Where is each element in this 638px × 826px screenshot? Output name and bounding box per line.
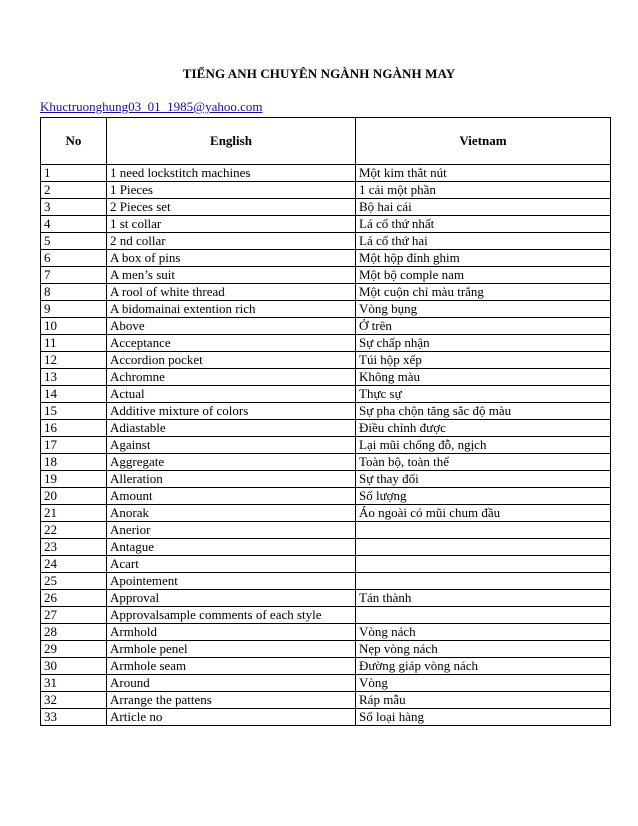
cell-vietnam: Nẹp vòng nách [356,641,611,658]
cell-no: 11 [41,335,107,352]
cell-vietnam: Áo ngoài có mũi chum đầu [356,505,611,522]
cell-vietnam: Vòng nách [356,624,611,641]
cell-vietnam: Sự thay đổi [356,471,611,488]
cell-no: 33 [41,709,107,726]
cell-no: 32 [41,692,107,709]
cell-no: 27 [41,607,107,624]
cell-no: 14 [41,386,107,403]
table-row [41,233,611,250]
table-row [41,182,611,199]
cell-no: 1 [41,165,107,182]
column-header-english: English [107,118,356,165]
cell-vietnam: Bộ hai cái [356,199,611,216]
cell-vietnam [356,573,611,590]
cell-english: Article no [107,709,356,726]
table-row [41,675,611,692]
cell-no: 2 [41,182,107,199]
cell-english: 2 Pieces set [107,199,356,216]
table-row [41,437,611,454]
cell-vietnam: Số loại hàng [356,709,611,726]
cell-no: 7 [41,267,107,284]
cell-english: Against [107,437,356,454]
cell-no: 25 [41,573,107,590]
table-row [41,522,611,539]
cell-no: 23 [41,539,107,556]
table-row [41,267,611,284]
cell-vietnam [356,539,611,556]
cell-no: 20 [41,488,107,505]
cell-english: Amount [107,488,356,505]
cell-english: Alleration [107,471,356,488]
cell-english: Actual [107,386,356,403]
table-row [41,709,611,726]
table-row [41,284,611,301]
table-row [41,556,611,573]
table-row [41,624,611,641]
table-row [41,216,611,233]
cell-vietnam: Số lượng [356,488,611,505]
table-row [41,641,611,658]
cell-english: 1 st collar [107,216,356,233]
cell-no: 24 [41,556,107,573]
table-row [41,386,611,403]
cell-no: 19 [41,471,107,488]
cell-english: Adiastable [107,420,356,437]
table-row [41,420,611,437]
cell-vietnam: Thực sự [356,386,611,403]
cell-vietnam: Vòng [356,675,611,692]
table-row [41,369,611,386]
cell-vietnam [356,556,611,573]
cell-english: Additive mixture of colors [107,403,356,420]
cell-vietnam: Lại mũi chống đỗ, ngịch [356,437,611,454]
table-row [41,199,611,216]
table-row [41,573,611,590]
email-link[interactable]: Khuctruonghung03_01_1985@yahoo.com [40,99,263,114]
cell-vietnam: Sự pha chộn tăng sắc độ màu [356,403,611,420]
cell-no: 3 [41,199,107,216]
cell-english: Armhold [107,624,356,641]
table-row [41,403,611,420]
cell-no: 17 [41,437,107,454]
cell-vietnam [356,522,611,539]
table-row [41,488,611,505]
cell-vietnam: Ở trên [356,318,611,335]
cell-no: 6 [41,250,107,267]
cell-vietnam: Một hộp đính ghim [356,250,611,267]
table-row [41,505,611,522]
cell-vietnam: Tán thành [356,590,611,607]
vocabulary-table [40,117,611,726]
cell-no: 31 [41,675,107,692]
cell-english: Armhole penel [107,641,356,658]
cell-no: 8 [41,284,107,301]
cell-english: Achromne [107,369,356,386]
cell-english: Apointement [107,573,356,590]
cell-vietnam: Điều chỉnh được [356,420,611,437]
cell-no: 26 [41,590,107,607]
cell-vietnam [356,607,611,624]
cell-english: 2 nd collar [107,233,356,250]
cell-no: 5 [41,233,107,250]
cell-vietnam: Ráp mẫu [356,692,611,709]
cell-english: Acceptance [107,335,356,352]
document-title: TIẾNG ANH CHUYÊN NGÀNH NGÀNH MAY [182,66,456,81]
table-row [41,250,611,267]
cell-english: Approvalsample comments of each style [107,607,356,624]
column-header-no: No [41,118,107,165]
cell-no: 16 [41,420,107,437]
cell-english: Armhole seam [107,658,356,675]
cell-no: 22 [41,522,107,539]
table-row [41,335,611,352]
cell-vietnam: 1 cái một phần [356,182,611,199]
cell-no: 9 [41,301,107,318]
cell-vietnam: Túi hộp xếp [356,352,611,369]
table-row [41,607,611,624]
cell-english: Acart [107,556,356,573]
cell-no: 30 [41,658,107,675]
table-row [41,318,611,335]
cell-vietnam: Đường giáp vòng nách [356,658,611,675]
cell-vietnam: Một kim thắt nút [356,165,611,182]
table-row [41,352,611,369]
cell-english: A box of pins [107,250,356,267]
cell-vietnam: Một bộ comple nam [356,267,611,284]
table-row [41,692,611,709]
cell-english: Antague [107,539,356,556]
cell-english: Approval [107,590,356,607]
cell-english: Around [107,675,356,692]
cell-english: Anerior [107,522,356,539]
cell-english: Anorak [107,505,356,522]
cell-no: 21 [41,505,107,522]
cell-vietnam: Lá cổ thứ nhất [356,216,611,233]
cell-no: 18 [41,454,107,471]
cell-vietnam: Vòng bụng [356,301,611,318]
cell-vietnam: Sự chấp nhận [356,335,611,352]
cell-no: 12 [41,352,107,369]
table-row [41,471,611,488]
cell-vietnam: Toàn bộ, toàn thể [356,454,611,471]
table-row [41,590,611,607]
cell-english: Aggregate [107,454,356,471]
table-row [41,165,611,182]
cell-no: 10 [41,318,107,335]
cell-no: 28 [41,624,107,641]
cell-vietnam: Một cuộn chỉ màu trắng [356,284,611,301]
table-header-row [41,118,611,165]
cell-english: 1 need lockstitch machines [107,165,356,182]
table-row [41,301,611,318]
table-body [41,165,611,726]
cell-english: A bidomainai extention rich [107,301,356,318]
cell-no: 15 [41,403,107,420]
column-header-vietnam: Vietnam [356,118,611,165]
cell-vietnam: Không màu [356,369,611,386]
table-row [41,454,611,471]
cell-english: Accordion pocket [107,352,356,369]
cell-english: A rool of white thread [107,284,356,301]
table-row [41,658,611,675]
cell-no: 29 [41,641,107,658]
cell-english: Arrange the pattens [107,692,356,709]
cell-no: 13 [41,369,107,386]
table-row [41,539,611,556]
cell-english: A men’s suit [107,267,356,284]
cell-no: 4 [41,216,107,233]
cell-english: 1 Pieces [107,182,356,199]
cell-english: Above [107,318,356,335]
cell-vietnam: Lá cổ thứ hai [356,233,611,250]
